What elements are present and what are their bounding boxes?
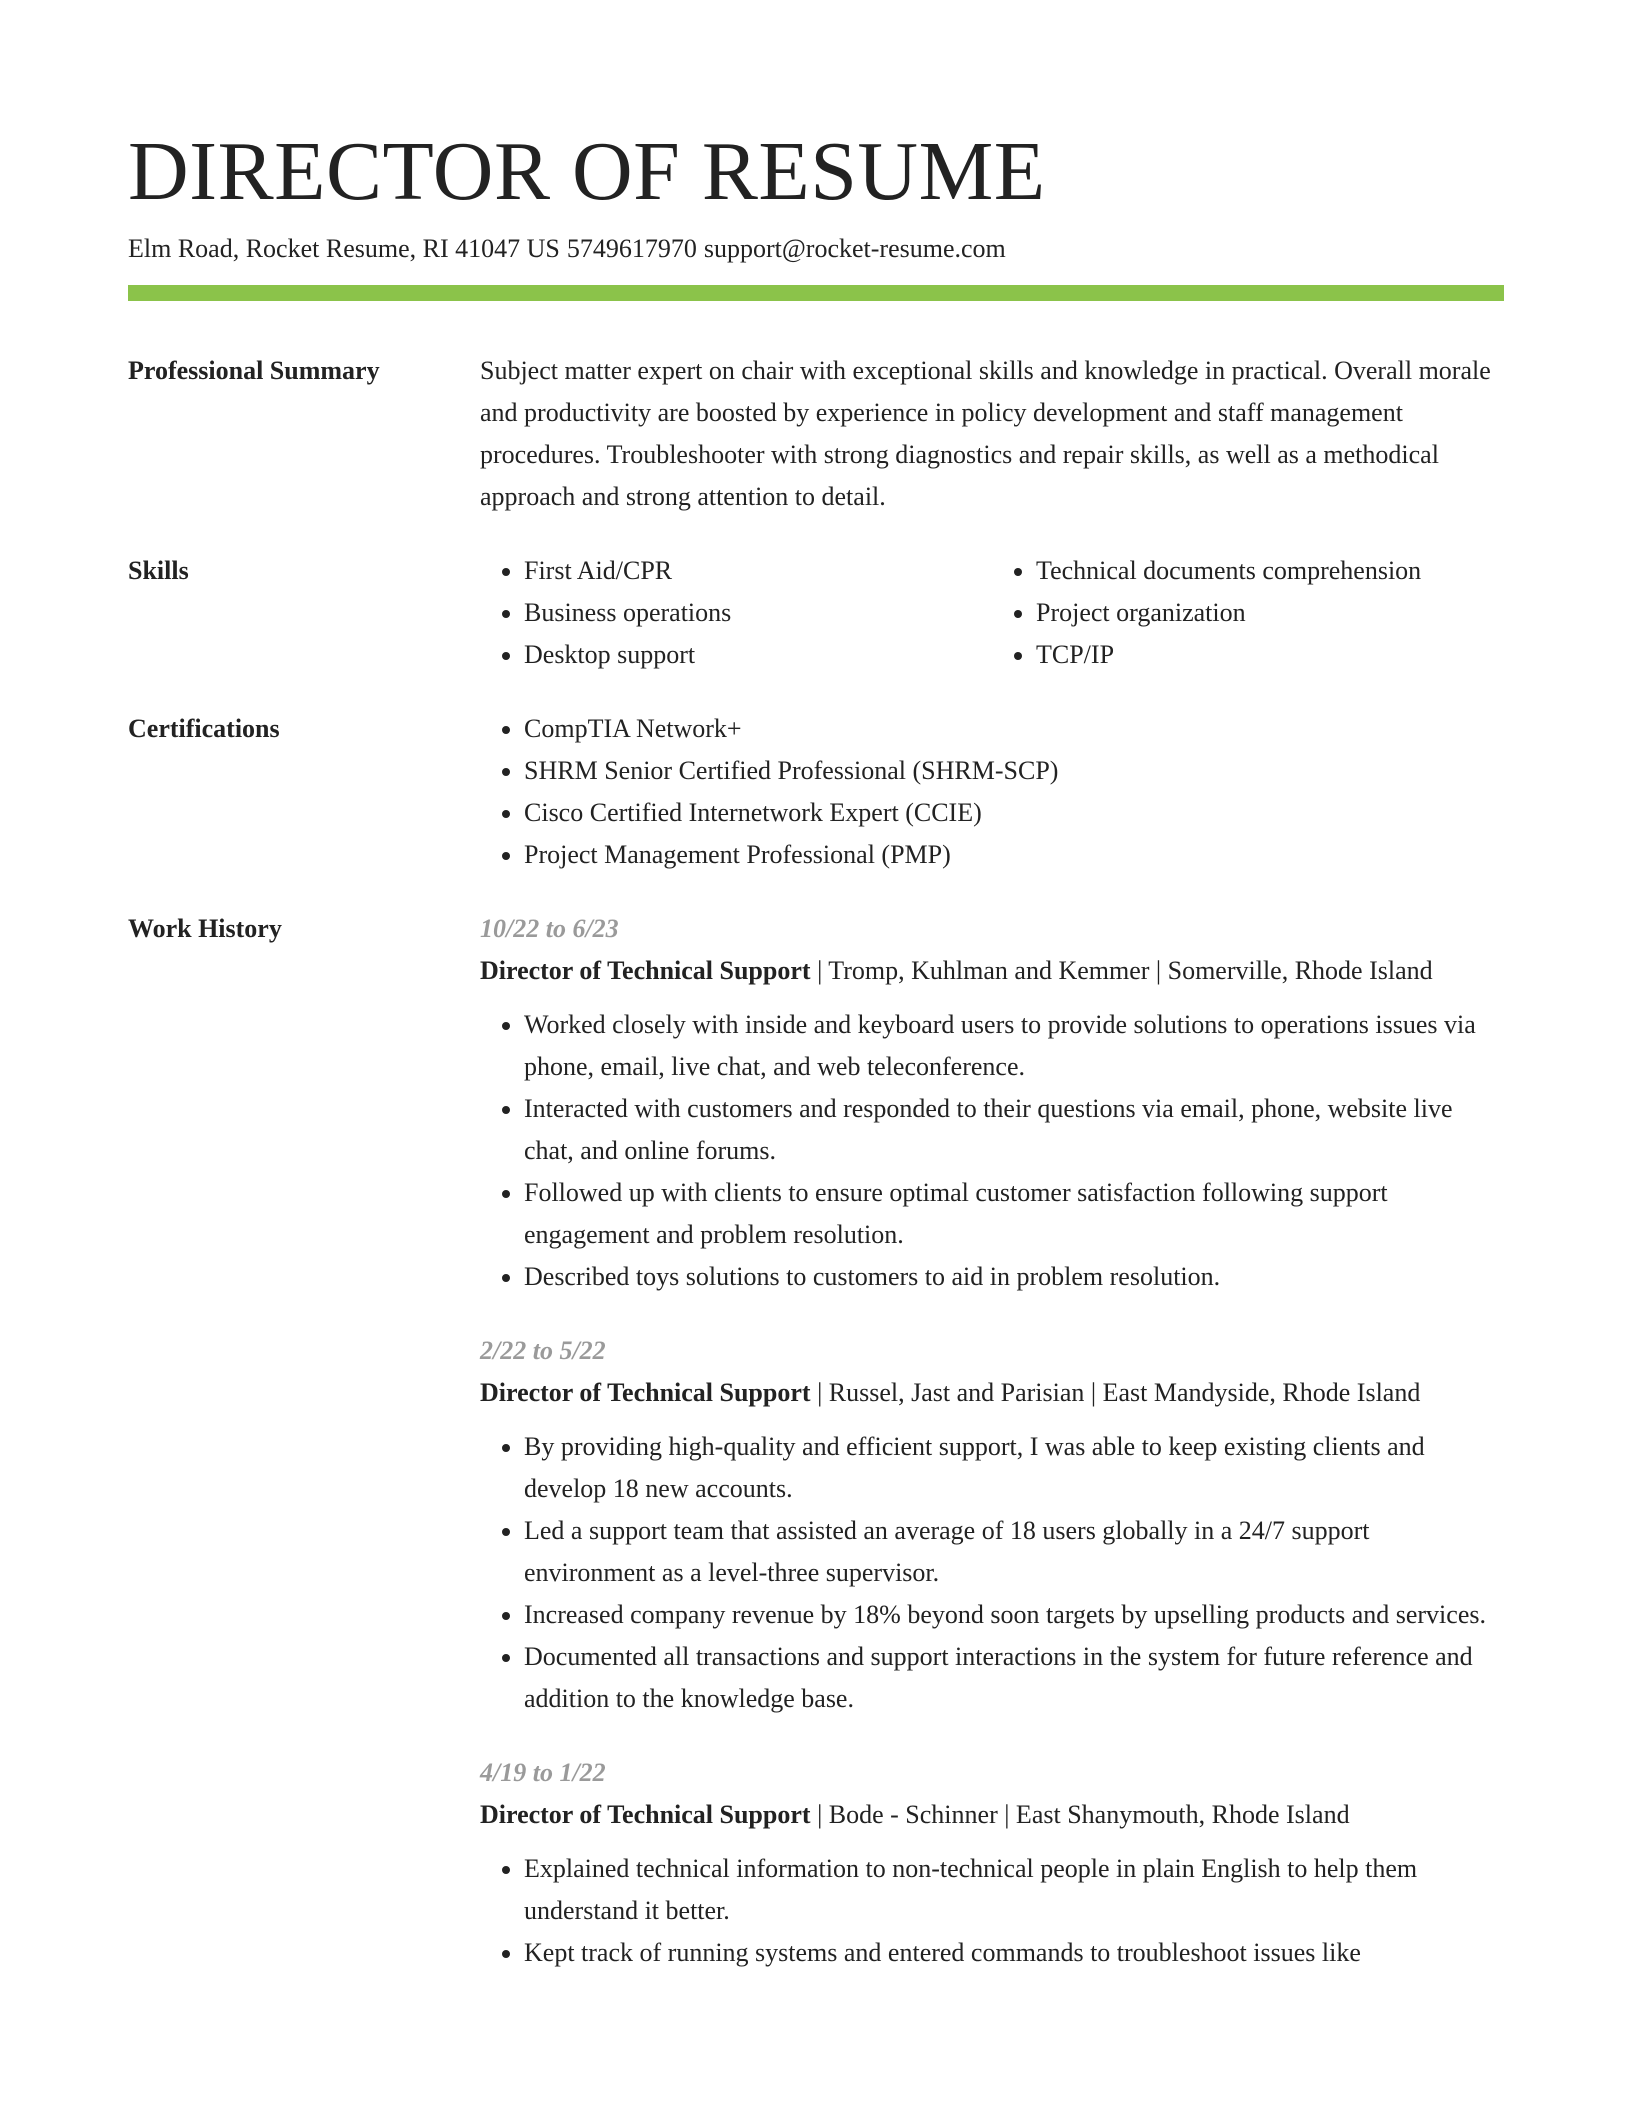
certifications-section [128,708,1504,876]
job-title: Director of Technical Support [480,956,811,985]
skill-item: • Desktop support [524,634,992,676]
skill-item: • First Aid/CPR [524,550,992,592]
job-bullet: • Kept track of running systems and entered commands to troubleshoot issues like [524,1932,1504,1974]
job-dates: 10/22 to 6/23 [480,914,619,943]
job-bullets [480,1004,1504,1298]
summary-text: Subject matter expert on chair with exceptional skills and knowledge in practical. Overall morale and productivity are boosted by experience in policy development and staff management procedures. Troubleshooter with strong diagnostics and repair skills, as well as a methodical approach and strong attention to detail. [480,356,1491,511]
job-company-location: | Russel, Jast and Parisian | East Mandyside, Rhode Island [810,1378,1421,1407]
certification-item: • CompTIA Network+ [524,708,1504,750]
job-dates: 4/19 to 1/22 [480,1758,606,1787]
job-heading [480,1794,1504,1836]
summary-body [480,350,1504,518]
summary-label: Professional Summary [128,356,380,385]
summary-section [128,350,1504,518]
job-company-location: | Bode - Schinner | East Shanymouth, Rhode Island [810,1800,1350,1829]
job-dates: 2/22 to 5/22 [480,1336,606,1365]
contact-address: Elm Road, Rocket Resume, RI 41047 US [128,234,560,263]
skill-item: • Technical documents comprehension [1036,550,1504,592]
certification-item: • Cisco Certified Internetwork Expert (CCIE) [524,792,1504,834]
work-history-body [480,908,1504,1974]
contact-phone: 5749617970 [566,234,697,263]
skill-item: • TCP/IP [1036,634,1504,676]
job-bullets [480,1848,1504,1974]
certifications-label: Certifications [128,714,280,743]
job-entry [480,1330,1504,1720]
job-bullet: • Led a support team that assisted an average of 18 users globally in a 24/7 support environment as a level-three supervisor. [524,1510,1504,1594]
job-title: Director of Technical Support [480,1800,811,1829]
job-bullet: • Described toys solutions to customers to aid in problem resolution. [524,1256,1504,1298]
job-bullet: • Followed up with clients to ensure optimal customer satisfaction following support engagement and problem resolution. [524,1172,1504,1256]
resume-sections [128,350,1504,2006]
job-heading [480,1372,1504,1414]
certification-item: • SHRM Senior Certified Professional (SHRM-SCP) [524,750,1504,792]
skill-item: • Project organization [1036,592,1504,634]
work-history-section [128,908,1504,1974]
work-history-label: Work History [128,914,282,943]
job-entry [480,1752,1504,1974]
job-bullet: • Explained technical information to non-technical people in plain English to help them understand it better. [524,1848,1504,1932]
skills-section [128,550,1504,676]
skill-item: • Business operations [524,592,992,634]
job-company-location: | Tromp, Kuhlman and Kemmer | Somerville, Rhode Island [810,956,1433,985]
certifications-list [480,708,1504,876]
job-bullet: • By providing high-quality and efficient support, I was able to keep existing clients and develop 18 new accounts. [524,1426,1504,1510]
header-divider [128,285,1504,301]
job-bullet: • Worked closely with inside and keyboard users to provide solutions to operations issues via phone, email, live chat, and web teleconference. [524,1004,1504,1088]
contact-line [128,230,1006,268]
job-bullet: • Increased company revenue by 18% beyond soon targets by upselling products and services. [524,1594,1504,1636]
job-entry [480,908,1504,1298]
skills-list-left [480,550,992,676]
contact-email: support@rocket-resume.com [703,234,1006,263]
certification-item: • Project Management Professional (PMP) [524,834,1504,876]
certifications-body [480,708,1504,876]
skills-label: Skills [128,556,189,585]
skills-list-right [992,550,1504,676]
job-bullet: • Documented all transactions and support interactions in the system for future reference and addition to the knowledge base. [524,1636,1504,1720]
job-bullets [480,1426,1504,1720]
job-heading [480,950,1504,992]
job-bullet: • Interacted with customers and responded to their questions via email, phone, website live chat, and online forums. [524,1088,1504,1172]
resume-name: DIRECTOR OF RESUME [128,125,1046,218]
skills-body [480,550,1504,676]
job-title: Director of Technical Support [480,1378,811,1407]
